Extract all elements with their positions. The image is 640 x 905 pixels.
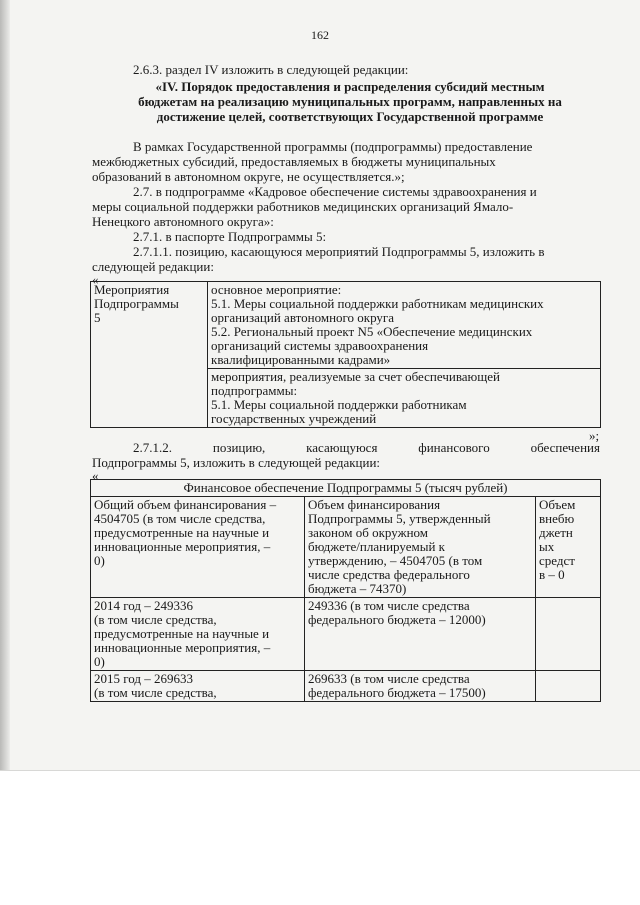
word: позицию, [212,440,266,455]
cell-line: 5.1. Меры социальной поддержки работникам медицинских [211,296,544,311]
section-heading-line-2: бюджетам на реализацию муниципальных программ, направленных на [138,94,562,109]
quote-close: »; [589,428,600,443]
cell-line: федерального бюджета – 12000) [308,612,486,627]
cell-line: средст [539,553,575,568]
cell-line: организаций системы здравоохранения [211,338,429,353]
activities-table [90,281,601,428]
cell-line: законом об окружном [308,525,429,540]
section-heading-line-1: «IV. Порядок предоставления и распределения субсидий местным [155,79,545,94]
financing-table-title: Финансовое обеспечение Подпрограммы 5 (тысяч рублей) [91,480,601,497]
paragraph-line: 2.7.1.1. позицию, касающуюся мероприятий Подпрограммы 5, изложить в [133,244,545,259]
total-financing-header-cell [91,497,305,598]
cell-line: организаций автономного округа [211,310,395,325]
year-2014-extrabudgetary-cell [536,598,601,671]
cell-line: 0) [94,654,105,669]
activities-label-cell [91,282,208,428]
paragraph-2-7-1-2-line-1 [133,440,600,455]
financing-table [90,479,601,702]
paragraph-line: следующей редакции: [92,259,214,274]
cell-line: Мероприятия [94,282,170,297]
cell-line: инновационные мероприятия, – [94,539,271,554]
cell-line: Подпрограммы [94,296,179,311]
cell-line: 249336 (в том числе средства [308,598,470,613]
cell-line: основное мероприятие: [211,282,342,297]
cell-line: бюджета – 74370) [308,581,407,596]
paragraph-line: Ненецкого автономного округа»: [92,214,274,229]
cell-line: 0) [94,553,105,568]
table-row [91,671,601,702]
cell-line: 5 [94,310,101,325]
paragraph-line: В рамках Государственной программы (подпрограммы) предоставление [133,139,533,154]
cell-line: ых [539,539,555,554]
cell-line: Объем [539,497,576,512]
year-2014-approved-cell [305,598,536,671]
cell-line: Объем финансирования [308,497,441,512]
cell-line: числе средства федерального [308,567,470,582]
year-2015-approved-cell [305,671,536,702]
approved-financing-header-cell [305,497,536,598]
paragraph-2-6-3: 2.6.3. раздел IV изложить в следующей редакции: [133,62,409,77]
paragraph-line: меры социальной поддержки работников медицинских организаций Ямало- [92,199,514,214]
word: обеспечения [530,440,600,455]
cell-line: 269633 (в том числе средства [308,671,470,686]
cell-line: квалифицированными кадрами» [211,352,391,367]
cell-line: (в том числе средства, [94,612,217,627]
cell-line: джетн [539,525,573,540]
cell-line: в – 0 [539,567,565,582]
word: 2.7.1.2. [133,440,172,455]
paragraph-line: образований в автономном округе, не осуществляется.»; [92,169,405,184]
cell-line: предусмотренные на научные и [94,525,270,540]
paragraph-line: 2.7. в подпрограмме «Кадровое обеспечение системы здравоохранения и [133,184,537,199]
paragraph-2-7-1: 2.7.1. в паспорте Подпрограммы 5: [133,229,327,244]
cell-line: государственных учреждений [211,411,377,426]
cell-line: мероприятия, реализуемые за счет обеспечивающей [211,369,501,384]
cell-line: 5.1. Меры социальной поддержки работникам [211,397,467,412]
section-heading-line-3: достижение целей, соответствующих Государственной программе [156,109,544,124]
supporting-activities-cell [208,369,601,428]
quote-open: « [92,468,99,483]
page-number: 162 [311,28,329,42]
cell-line: внебю [539,511,575,526]
cell-line: 4504705 (в том числе средства, [94,511,266,526]
cell-line: 2014 год – 249336 [94,598,193,613]
cell-line: Подпрограммы 5, утвержденный [308,511,491,526]
quote-open: « [92,272,99,287]
cell-line: 2015 год – 269633 [94,671,193,686]
cell-line: (в том числе средства, [94,685,217,700]
word: касающуюся [306,440,378,455]
cell-line: подпрограммы: [211,383,298,398]
cell-line: федерального бюджета – 17500) [308,685,486,700]
cell-line: 5.2. Региональный проект N5 «Обеспечение медицинских [211,324,533,339]
word: финансового [418,440,490,455]
year-2014-total-cell [91,598,305,671]
cell-line: бюджете/планируемый к [308,539,445,554]
cell-line: предусмотренные на научные и [94,626,270,641]
year-2015-extrabudgetary-cell [536,671,601,702]
cell-line: утверждению, – 4504705 (в том [308,553,483,568]
table-row [91,598,601,671]
main-activities-cell [208,282,601,369]
paragraph-2-7-1-2-line-2: Подпрограммы 5, изложить в следующей редакции: [92,455,381,470]
cell-line: Общий объем финансирования – [94,497,277,512]
year-2015-total-cell [91,671,305,702]
cell-line: инновационные мероприятия, – [94,640,271,655]
paragraph-line: межбюджетных субсидий, предоставляемых в бюджеты муниципальных [92,154,496,169]
extrabudgetary-header-cell [536,497,601,598]
